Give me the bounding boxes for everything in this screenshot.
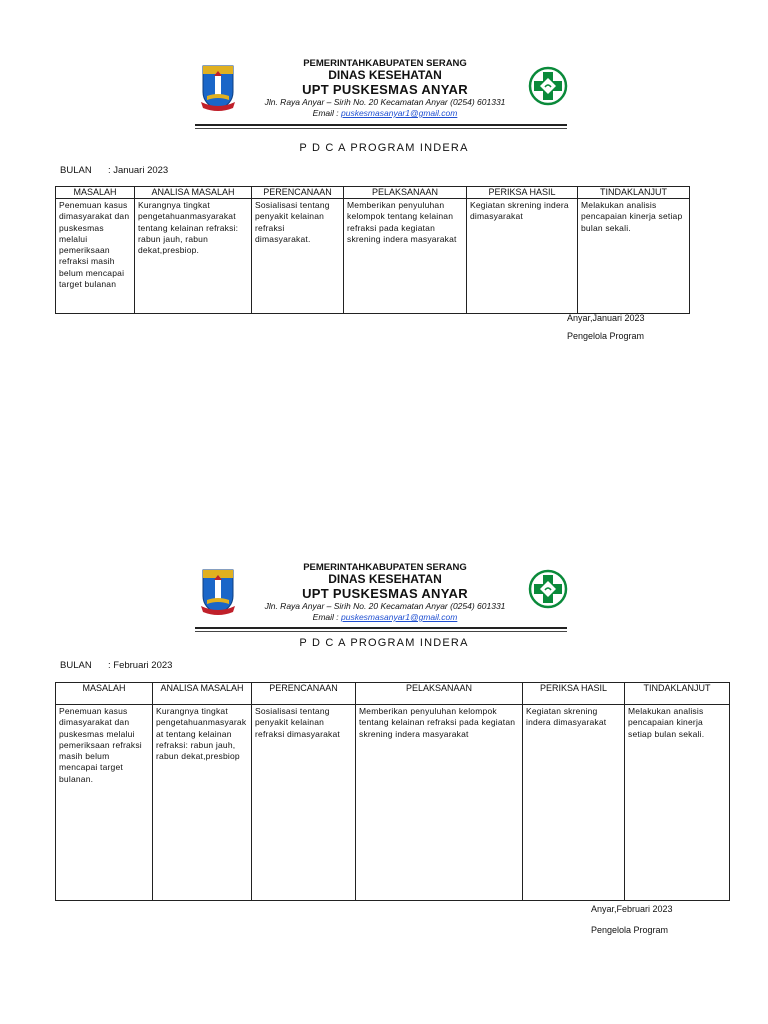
cell-perencanaan: Sosialisasi tentang penyakit kelainan refraksi dimasyarakat [252, 705, 356, 901]
cell-analisa-masalah: Kurangnya tingkat pengetahuanmasyarakat tentang kelainan refraksi: rabun jauh, rabun dekat,presbiop. [135, 199, 252, 314]
pdca-table [55, 682, 730, 901]
bulan-value: : Januari 2023 [108, 165, 169, 176]
cell-periksa-hasil: Kegiatan skrening indera dimasyarakat [523, 705, 625, 901]
col-perencanaan: PERENCANAAN [252, 683, 356, 705]
program-title: P D C A PROGRAM INDERA [299, 142, 469, 154]
cell-pelaksanaan: Memberikan penyuluhan kelompok tentang kelainan refraksi pada kegiatan skrening indera masyarakat [344, 199, 467, 314]
bulan-row [60, 660, 172, 671]
bulan-value: : Februari 2023 [108, 660, 173, 671]
cell-analisa-masalah: Kurangnya tingkat pengetahuanmasyarakat tentang kelainan refraksi: rabun jauh, rabun dekat,presbiop [153, 705, 252, 901]
letterhead-address: Jln. Raya Anyar – Sirih No. 20 Kecamatan Anyar (0254) 601331 [264, 601, 506, 611]
table-header-row [56, 683, 730, 705]
letterhead-rule-thin [195, 631, 567, 632]
col-perencanaan: PERENCANAAN [252, 187, 344, 199]
sign-place-date: Anyar,Januari 2023 [567, 313, 645, 323]
email-link[interactable]: puskesmasanyar1@gmail.com [341, 612, 458, 622]
letterhead-unit: UPT PUSKESMAS ANYAR [302, 82, 468, 97]
email-link[interactable]: puskesmasanyar1@gmail.com [341, 108, 458, 118]
col-tindaklanjut: TINDAKLANJUT [625, 683, 730, 705]
col-masalah: MASALAH [56, 187, 135, 199]
bulan-label: BULAN [60, 165, 92, 176]
cell-pelaksanaan: Memberikan penyuluhan kelompok tentang kelainan refraksi pada kegiatan skrening indera masyarakat [356, 705, 523, 901]
col-masalah: MASALAH [56, 683, 153, 705]
col-analisa-masalah: ANALISA MASALAH [153, 683, 252, 705]
cell-tindaklanjut: Melakukan analisis pencapaian kinerja setiap bulan sekali. [578, 199, 690, 314]
table-row [56, 705, 730, 901]
letterhead-government: PEMERINTAHKABUPATEN SERANG [303, 58, 467, 69]
letterhead-agency: DINAS KESEHATAN [328, 572, 442, 586]
cell-masalah: Penemuan kasus dimasyarakat dan puskesmas melalui pemeriksaan refraksi masih belum mencapai target bulanan [56, 199, 135, 314]
sign-place-date: Anyar,Februari 2023 [591, 904, 673, 914]
email-label: Email : [312, 108, 341, 118]
col-periksa-hasil: PERIKSA HASIL [467, 187, 578, 199]
col-periksa-hasil: PERIKSA HASIL [523, 683, 625, 705]
col-pelaksanaan: PELAKSANAAN [356, 683, 523, 705]
letterhead-rule [195, 627, 567, 629]
program-title: P D C A PROGRAM INDERA [299, 637, 469, 649]
col-analisa-masalah: ANALISA MASALAH [135, 187, 252, 199]
letterhead-email-row [240, 612, 530, 623]
letterhead-unit: UPT PUSKESMAS ANYAR [302, 586, 468, 601]
col-pelaksanaan: PELAKSANAAN [344, 187, 467, 199]
cell-masalah: Penemuan kasus dimasyarakat dan puskesmas melalui pemeriksaan refraksi masih belum mencapai target bulanan. [56, 705, 153, 901]
sign-role: Pengelola Program [591, 925, 669, 935]
cell-tindaklanjut: Melakukan analisis pencapaian kinerja setiap bulan sekali. [625, 705, 730, 901]
bulan-label: BULAN [60, 660, 92, 671]
letterhead-agency: DINAS KESEHATAN [328, 68, 442, 82]
letterhead [240, 562, 530, 623]
letterhead-government: PEMERINTAHKABUPATEN SERANG [303, 562, 467, 573]
letterhead-address: Jln. Raya Anyar – Sirih No. 20 Kecamatan Anyar (0254) 601331 [264, 97, 506, 107]
sign-role: Pengelola Program [567, 331, 645, 341]
cell-perencanaan: Sosialisasi tentang penyakit kelainan refraksi dimasyarakat. [252, 199, 344, 314]
email-label: Email : [312, 612, 341, 622]
col-tindaklanjut: TINDAKLANJUT [578, 187, 690, 199]
cell-periksa-hasil: Kegiatan skrening indera dimasyarakat [467, 199, 578, 314]
kabupaten-serang-emblem-icon [199, 566, 237, 616]
bakti-husada-cross-icon [528, 569, 568, 609]
